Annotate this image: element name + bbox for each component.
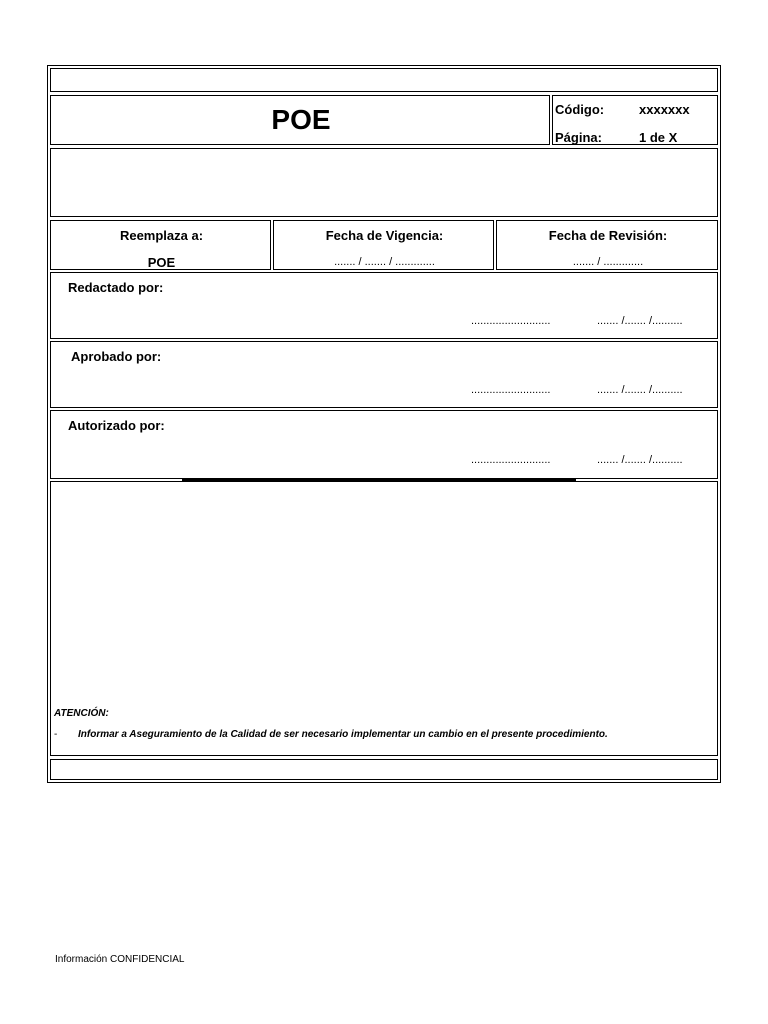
revision-date-cell	[496, 220, 718, 270]
top-band	[50, 68, 718, 92]
replaces-value: POE	[147, 255, 176, 270]
revision-date-label: Fecha de Revisión:	[548, 228, 668, 243]
signature-label: Autorizado por:	[68, 418, 165, 433]
signature-date: ....... /....... /..........	[597, 454, 683, 466]
code-cell	[552, 95, 718, 145]
effective-date-value: ....... / ....... / .............	[334, 256, 435, 268]
document-title: POE	[271, 104, 331, 135]
bottom-band	[50, 759, 718, 780]
signature-block-redacted	[50, 272, 718, 339]
page-label: Página:	[555, 130, 602, 145]
signature-line: ..........................	[471, 315, 551, 327]
signature-label: Aprobado por:	[71, 349, 162, 364]
code-label: Código:	[555, 102, 605, 117]
body-section	[50, 481, 718, 756]
attention-text: Informar a Aseguramiento de la Calidad de ser necesario implementar un cambio en el presente procedimiento.	[78, 729, 608, 740]
effective-date-label: Fecha de Vigencia:	[325, 228, 444, 243]
signature-line: ..........................	[471, 454, 551, 466]
title-cell	[50, 95, 550, 145]
signature-label: Redactado por:	[68, 280, 164, 295]
effective-date-cell	[273, 220, 494, 270]
code-value: xxxxxxx	[639, 102, 690, 117]
signature-block-approved	[50, 341, 718, 408]
replaces-cell	[50, 220, 271, 270]
replaces-label: Reemplaza a:	[119, 228, 204, 243]
signature-line: ..........................	[471, 384, 551, 396]
confidential-footer: Información CONFIDENCIAL	[55, 954, 185, 965]
signature-date: ....... /....... /..........	[597, 315, 683, 327]
signature-block-authorized	[50, 410, 718, 479]
revision-date-value: ....... / .............	[572, 256, 644, 268]
page-value: 1 de X	[639, 130, 678, 145]
signature-date: ....... /....... /..........	[597, 384, 683, 396]
subject-band	[50, 148, 718, 217]
attention-title: ATENCIÓN:	[54, 708, 109, 719]
bullet-dash: -	[54, 729, 58, 740]
